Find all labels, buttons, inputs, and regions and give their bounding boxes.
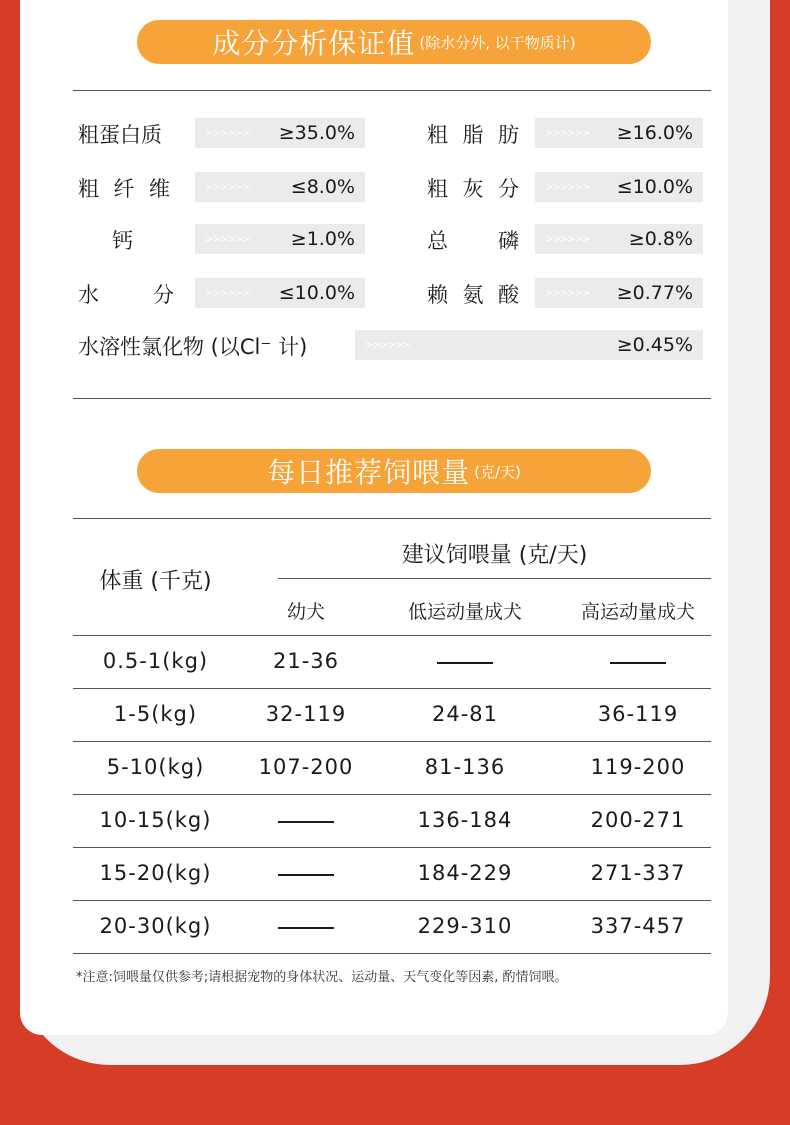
feeding-note: *注意:饲喂量仅供参考;请根据宠物的身体状况、运动量、天气变化等因素, 酌情饲喂。 [76,970,568,985]
feeding-subtitle: (克/天) [474,462,521,481]
row-rule [73,741,711,742]
arrows-decoration: >>>>>> [545,233,590,245]
table-cell-weight: 20-30(kg) [99,914,212,938]
table-cell-weight: 15-20(kg) [99,861,212,885]
nutrient-value-box [535,278,703,308]
feeding-group-header: 建议饲喂量 (克/天) [401,543,588,568]
table-cell-low: 24-81 [431,702,499,726]
nutrient-value-box [195,118,365,148]
empty-cell-dash [278,821,334,823]
nutrient-label: 赖 氨 酸 [427,283,519,307]
analysis-subtitle: (除水分外, 以干物质计) [419,33,576,52]
arrows-decoration: >>>>>> [205,233,250,245]
nutrient-value: ≥1.0% [290,228,355,250]
table-cell-high: 271-337 [590,861,686,885]
empty-cell-dash [278,874,334,876]
nutrient-label: 钙 [112,229,133,253]
nutrient-label: 水溶性氯化物 (以Cl⁻ 计) [78,335,308,359]
nutrient-value: ≥16.0% [616,122,693,144]
nutrient-value: ≤10.0% [616,176,693,198]
divider [73,398,711,399]
nutrient-value: ≥35.0% [278,122,355,144]
arrows-decoration: >>>>>> [545,181,590,193]
header-rule [278,578,711,579]
arrows-decoration: >>>>>> [205,127,250,139]
nutrient-value-box [535,118,703,148]
arrows-decoration: >>>>>> [205,287,250,299]
section-title-analysis [137,20,651,64]
weight-header: 体重 (千克) [99,569,212,594]
section-title-feeding [137,449,651,493]
row-rule [73,635,711,636]
arrows-decoration: >>>>>> [205,181,250,193]
arrows-decoration: >>>>>> [545,287,590,299]
nutrient-label: 粗 脂 肪 [427,123,519,147]
table-cell-low: 229-310 [417,914,513,938]
nutrient-value: ≤8.0% [290,176,355,198]
empty-cell-dash [278,927,334,929]
table-cell-high: 200-271 [590,808,686,832]
row-rule [73,953,711,954]
table-top-rule [73,518,711,519]
empty-cell-dash [610,662,666,664]
col-header-puppy: 幼犬 [286,601,325,623]
row-rule [73,900,711,901]
table-cell-high: 36-119 [597,702,679,726]
nutrient-label: 粗 纤 维 [78,177,170,201]
table-cell-low: 184-229 [417,861,513,885]
table-cell-puppy: 32-119 [265,702,347,726]
nutrient-label: 水 分 [78,283,174,307]
nutrient-label: 粗 灰 分 [427,177,519,201]
table-cell-puppy: 107-200 [258,755,354,779]
nutrient-value: ≥0.8% [628,228,693,250]
nutrient-value-box [535,172,703,202]
feeding-title: 每日推荐饲喂量 [267,456,471,489]
nutrient-value-box [355,330,703,360]
arrows-decoration: >>>>>> [365,339,410,351]
divider [73,90,711,91]
nutrient-value-box [195,172,365,202]
table-cell-high: 119-200 [590,755,686,779]
row-rule [73,794,711,795]
col-header-low-activity: 低运动量成犬 [407,601,522,623]
nutrient-value-box [195,224,365,254]
table-cell-weight: 5-10(kg) [106,755,205,779]
nutrient-value-box [195,278,365,308]
nutrient-value: ≤10.0% [278,282,355,304]
table-cell-high: 337-457 [590,914,686,938]
analysis-title: 成分分析保证值 [212,27,416,60]
row-rule [73,847,711,848]
arrows-decoration: >>>>>> [545,127,590,139]
table-cell-puppy: 21-36 [272,649,340,673]
table-cell-weight: 0.5-1(kg) [102,649,209,673]
nutrient-value-box [535,224,703,254]
row-rule [73,688,711,689]
table-cell-weight: 1-5(kg) [113,702,198,726]
nutrient-value: ≥0.77% [616,282,693,304]
nutrient-value: ≥0.45% [616,334,693,356]
table-cell-low: 136-184 [417,808,513,832]
col-header-high-activity: 高运动量成犬 [580,601,695,623]
empty-cell-dash [437,662,493,664]
table-cell-weight: 10-15(kg) [99,808,212,832]
nutrient-label: 粗蛋白质 [78,123,162,147]
table-cell-low: 81-136 [424,755,506,779]
nutrient-label: 总 磷 [427,229,519,253]
